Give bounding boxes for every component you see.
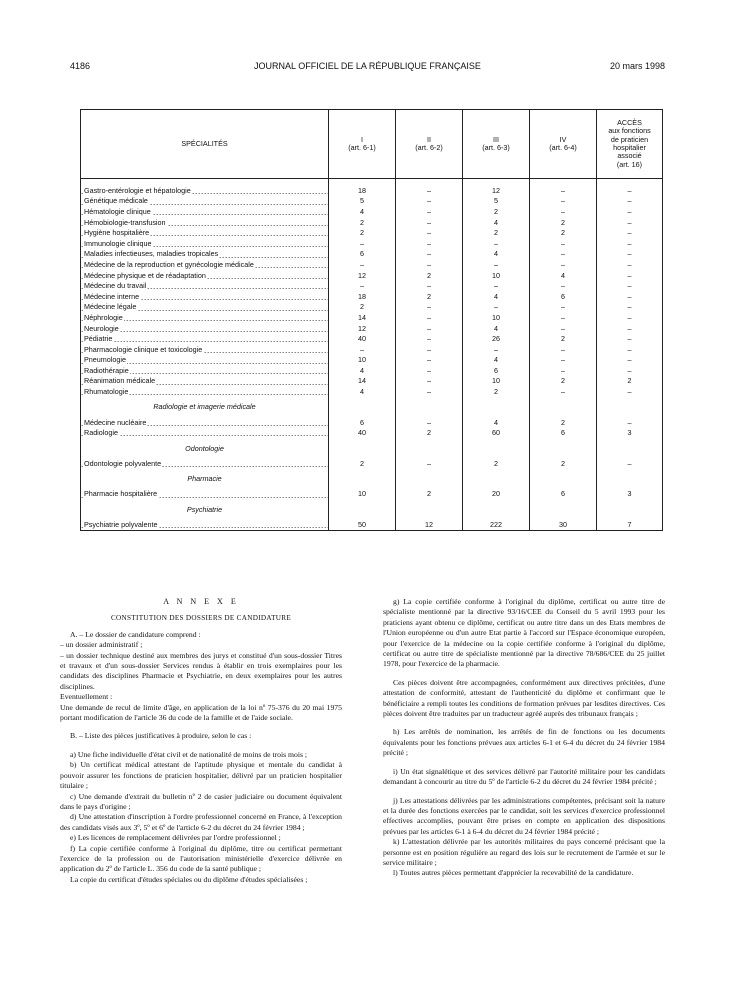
table-cell: 4	[463, 249, 530, 260]
table-cell: –	[396, 249, 463, 260]
table-cell: –	[396, 280, 463, 291]
section-label: Radiologie et imagerie médicale	[81, 397, 329, 417]
publication-date: 20 mars 1998	[609, 61, 665, 71]
table-cell: 2	[329, 227, 396, 238]
table-cell: –	[329, 344, 396, 355]
annex-left-text	[60, 630, 342, 885]
table-cell: 4	[463, 417, 530, 428]
table-cell: –	[396, 333, 463, 344]
paragraph: a) Une fiche individuelle d'état civil et de nationalité de moins de trois mois ;	[70, 749, 308, 759]
specialty-name: Psychiatrie polyvalente	[81, 519, 329, 530]
specialty-name: Hématologie clinique	[81, 206, 329, 217]
table-cell: –	[530, 323, 597, 334]
section-row	[81, 397, 663, 417]
table-cell: 2	[396, 427, 463, 438]
table-row	[81, 280, 663, 291]
paragraph: Une demande de recul de limite d'âge, en application de la loi nº 75-376 du 20 mai 1975 portant modification de l'article 36 du code de la famille et de l'aide sociale.	[60, 702, 342, 723]
paragraph: f) La copie certifiée conforme à l'original du diplôme, titre ou certificat permettant l'exercice de la profession ou de l'autorisation ministérielle d'exercice délivrée en application du 2º de l'article L. 356 du code de la santé publique ;	[60, 843, 342, 874]
annex-title: A N N E X E	[163, 597, 239, 606]
table-cell: –	[463, 280, 530, 291]
table-cell: 4	[463, 217, 530, 228]
table-cell: –	[396, 185, 463, 196]
table-body	[81, 179, 663, 531]
table-cell: –	[530, 302, 597, 313]
annex-right-column	[383, 597, 665, 879]
table-cell: 6	[329, 249, 396, 260]
table-cell: 2	[396, 270, 463, 281]
table-cell: –	[329, 238, 396, 249]
table-cell: –	[396, 376, 463, 387]
table-row	[81, 270, 663, 281]
table-row	[81, 185, 663, 196]
table-cell: 6	[463, 365, 530, 376]
table-cell: 10	[329, 355, 396, 366]
specialty-name: Médecine légale	[81, 302, 329, 313]
table-cell: –	[396, 196, 463, 207]
table-cell: –	[396, 217, 463, 228]
specialty-name: Neurologie	[81, 323, 329, 334]
specialty-name: Réanimation médicale	[81, 376, 329, 387]
table-cell: 12	[329, 270, 396, 281]
journal-title: JOURNAL OFFICIEL DE LA RÉPUBLIQUE FRANÇAISE	[254, 61, 481, 71]
column-header-5: ACCÈS aux fonctions de praticien hospitalier associé (art. 16)	[597, 110, 663, 179]
table-cell: –	[597, 206, 663, 217]
table-cell: 12	[463, 185, 530, 196]
section-label: Odontologie	[81, 438, 329, 458]
paragraph: – un dossier technique destiné aux membres des jurys et constitué d'un sous-dossier Titres et travaux et d'un sous-dossier Services rendus à établir en trois exemplaires pour les candidats des disciplines Pharmacie et Psychiatrie, en deux exemplaires pour les autres disciplines.	[60, 650, 342, 691]
table-cell: –	[597, 355, 663, 366]
table-cell: –	[530, 185, 597, 196]
paragraph: d) Une attestation d'inscription à l'ordre professionnel concerné en France, à l'exception des candidats visés aux 3º, 5º et 6º de l'article 6-2 du décret du 24 février 1984 ;	[60, 812, 342, 832]
table-row	[81, 249, 663, 260]
specialty-name: Pharmacie hospitalière	[81, 489, 329, 500]
table-cell: –	[329, 280, 396, 291]
section-row	[81, 438, 663, 458]
paragraph: j) Les attestations délivrées par les administrations compétentes, précisant soit la nature et la durée des fonctions exercées par le candidat, soit les services d'exercice professionnel effectives accomplies, pouvant être prises en compte en application des dispositions prévues par les articles 6-1 à 6-4 du décret du 24 février 1984 précité ;	[383, 795, 665, 836]
table-cell: 2	[329, 302, 396, 313]
section-label: Pharmacie	[81, 469, 329, 489]
table-cell: –	[597, 249, 663, 260]
page-header	[70, 61, 665, 73]
section-label: Psychiatrie	[81, 499, 329, 519]
table-cell: 2	[463, 206, 530, 217]
table-cell: 2	[396, 291, 463, 302]
specialty-name: Rhumatologie	[81, 386, 329, 397]
table-cell: 4	[329, 206, 396, 217]
table-cell: –	[597, 185, 663, 196]
specialty-name: Radiothérapie	[81, 365, 329, 376]
table-cell: –	[396, 238, 463, 249]
table-header-row	[81, 110, 663, 179]
paragraph: Eventuellement :	[60, 692, 113, 702]
table-cell: 2	[530, 217, 597, 228]
paragraph: A. – Le dossier de candidature comprend :	[70, 629, 201, 639]
table-row	[81, 206, 663, 217]
table-cell: 10	[463, 312, 530, 323]
table-cell: 12	[396, 519, 463, 530]
table-row	[81, 355, 663, 366]
table-row	[81, 427, 663, 438]
table-cell: 4	[463, 291, 530, 302]
column-header-2: II (art. 6-2)	[396, 110, 463, 179]
table-cell: 2	[329, 458, 396, 469]
table-cell: –	[597, 227, 663, 238]
table-cell: 40	[329, 427, 396, 438]
paragraph: Ces pièces doivent être accompagnées, conformément aux directives précitées, d'une attestation de conformité, attestant de l'authenticité du diplôme et confirmant que le bénéficiaire a rempli toutes les conditions de formation prévues par lesdites directives. Ces pièces doivent être traduites par un traducteur agréé auprès des tribunaux français ;	[383, 677, 665, 719]
specialty-name: Pédiatrie	[81, 333, 329, 344]
table-cell: 14	[329, 376, 396, 387]
table-cell: 10	[463, 270, 530, 281]
table-cell: 2	[463, 386, 530, 397]
table-cell: 2	[530, 458, 597, 469]
table-cell: –	[597, 333, 663, 344]
table-cell: 26	[463, 333, 530, 344]
specialty-name: Néphrologie	[81, 312, 329, 323]
table-cell: 60	[463, 427, 530, 438]
specialty-name: Maladies infectieuses, maladies tropicales	[81, 249, 329, 260]
table-cell: –	[530, 259, 597, 270]
table-cell: –	[597, 259, 663, 270]
table-row	[81, 196, 663, 207]
page-number: 4186	[70, 61, 91, 71]
table-row	[81, 365, 663, 376]
paragraph: k) L'attestation délivrée par les autorités militaires du pays concerné précisant que la personne est en position régulière au regard des lois sur le recrutement de l'armée et sur le service militaire ;	[383, 837, 665, 867]
table-cell: –	[396, 323, 463, 334]
annex-left-column	[60, 597, 342, 885]
column-header-1: I (art. 6-1)	[329, 110, 396, 179]
table-row	[81, 333, 663, 344]
table-cell: –	[597, 312, 663, 323]
table-row	[81, 323, 663, 334]
table-cell: 2	[396, 489, 463, 500]
table-cell: 6	[530, 489, 597, 500]
table-cell: –	[463, 302, 530, 313]
table-cell: –	[530, 365, 597, 376]
paragraph: h) Les arrêtés de nomination, les arrêtés de fin de fonctions ou les documents équivalents pour les fonctions prévues aux articles 6-1 et 6-4 du décret du 24 février 1984 précité ;	[383, 727, 665, 758]
table-cell: –	[597, 291, 663, 302]
table-row	[81, 344, 663, 355]
table-cell: –	[597, 417, 663, 428]
table-cell: 2	[530, 333, 597, 344]
specialties-table	[80, 109, 663, 531]
table-cell: 6	[329, 417, 396, 428]
table-cell: 18	[329, 185, 396, 196]
table-cell: 6	[530, 427, 597, 438]
table-row	[81, 519, 663, 530]
table-cell: –	[396, 259, 463, 270]
section-row	[81, 469, 663, 489]
table-cell: 2	[463, 227, 530, 238]
table-cell: –	[530, 280, 597, 291]
specialty-name: Médecine nucléaire	[81, 417, 329, 428]
table-row	[81, 489, 663, 500]
table-row	[81, 238, 663, 249]
specialty-name: Hémobiologie-transfusion	[81, 217, 329, 228]
table-cell: 2	[329, 217, 396, 228]
table-cell: 12	[329, 323, 396, 334]
section-row	[81, 499, 663, 519]
table-cell: 7	[597, 519, 663, 530]
table-row	[81, 291, 663, 302]
table-cell: –	[396, 302, 463, 313]
table-cell: –	[396, 227, 463, 238]
table-cell: 10	[329, 489, 396, 500]
table-cell: –	[530, 238, 597, 249]
table-cell: 2	[597, 376, 663, 387]
table-cell: –	[530, 344, 597, 355]
table-row	[81, 259, 663, 270]
paragraph: c) Une demande d'extrait du bulletin nº 2 de casier judiciaire ou document équivalent dans le pays d'origine ;	[60, 791, 342, 811]
specialty-name: Pneumologie	[81, 355, 329, 366]
table-cell: –	[530, 312, 597, 323]
table-cell: –	[597, 270, 663, 281]
table-row	[81, 386, 663, 397]
table-cell: –	[597, 458, 663, 469]
specialty-name: Odontologie polyvalente	[81, 458, 329, 469]
table-cell: –	[463, 238, 530, 249]
table-cell: 4	[463, 355, 530, 366]
table-row	[81, 417, 663, 428]
table-cell: 2	[530, 417, 597, 428]
annex-subtitle: CONSTITUTION DES DOSSIERS DE CANDIDATURE	[110, 614, 292, 623]
table-cell: –	[597, 196, 663, 207]
table-cell: –	[396, 344, 463, 355]
paragraph: – un dossier administratif ;	[60, 640, 143, 650]
table-row	[81, 217, 663, 228]
specialty-name: Hygiène hospitalière	[81, 227, 329, 238]
table-cell: 5	[329, 196, 396, 207]
table-cell: 20	[463, 489, 530, 500]
table-row	[81, 227, 663, 238]
table-cell: 3	[597, 489, 663, 500]
table-cell: –	[396, 417, 463, 428]
table-cell: –	[597, 280, 663, 291]
column-header-specialites: SPÉCIALITÉS	[81, 110, 329, 179]
table-row	[81, 376, 663, 387]
table-cell: 5	[463, 196, 530, 207]
table-cell: 222	[463, 519, 530, 530]
table-cell: 2	[530, 227, 597, 238]
table-cell: 4	[329, 365, 396, 376]
table-cell: –	[396, 355, 463, 366]
table-cell: –	[597, 238, 663, 249]
column-header-3: III (art. 6-3)	[463, 110, 530, 179]
specialty-name: Médecine du travail	[81, 280, 329, 291]
table-cell: –	[530, 386, 597, 397]
table-cell: 10	[463, 376, 530, 387]
annex-right-text	[383, 597, 665, 879]
specialty-name: Gastro-entérologie et hépatologie	[81, 185, 329, 196]
table-cell: –	[597, 344, 663, 355]
table-cell: 14	[329, 312, 396, 323]
table-row	[81, 312, 663, 323]
specialty-name: Immunologie clinique	[81, 238, 329, 249]
table-cell: –	[396, 206, 463, 217]
table-cell: 2	[463, 458, 530, 469]
table-cell: 40	[329, 333, 396, 344]
paragraph: b) Un certificat médical attestant de l'aptitude physique et mentale du candidat à pouvoir assurer les fonctions de praticien hospitalier, délivré par un praticien hospitalier titulaire ;	[60, 760, 342, 791]
table-row	[81, 302, 663, 313]
paragraph: La copie du certificat d'études spéciales ou du diplôme d'études spécialisées ;	[70, 874, 308, 884]
table-cell: –	[597, 302, 663, 313]
table-cell: –	[396, 386, 463, 397]
specialty-name: Pharmacologie clinique et toxicologie	[81, 344, 329, 355]
table-cell: –	[530, 206, 597, 217]
specialty-name: Médecine de la reproduction et gynécologie médicale	[81, 259, 329, 270]
table-cell: –	[530, 355, 597, 366]
paragraph: g) La copie certifiée conforme à l'original du diplôme, certificat ou autre titre de spécialiste mentionné par la directive 93/16/CEE du Conseil du 5 avril 1993 pour les praticiens ayant obtenu ce diplôme, certificat ou autre titre dans un des Etats membres de l'Union européenne ou d'un autre Etat partie à l'accord sur l'Espace économique européen, pour l'exercice de la médecine ou la copie certifiée conforme à l'original du diplôme, certificat ou autre titre de spécialiste mentionné par la directive 78/686/CEE du 25 juillet 1978, pour l'exercice de la pharmacie.	[383, 597, 665, 669]
table-cell: –	[597, 217, 663, 228]
specialty-name: Médecine physique et de réadaptation	[81, 270, 329, 281]
table-cell: –	[530, 249, 597, 260]
table-cell: –	[329, 259, 396, 270]
table-cell: 30	[530, 519, 597, 530]
paragraph: l) Toutes autres pièces permettant d'apprécier la recevabilité de la candidature.	[393, 868, 634, 878]
specialty-name: Radiologie	[81, 427, 329, 438]
table-cell: –	[597, 323, 663, 334]
table-cell: 4	[329, 386, 396, 397]
table-cell: 2	[530, 376, 597, 387]
specialty-name: Médecine interne	[81, 291, 329, 302]
paragraph: B. – Liste des pièces justificatives à produire, selon le cas :	[70, 731, 252, 741]
paragraph: i) Un état signalétique et des services délivré par l'autorité militaire pour les candidats demandant à concourir au titre du 5º de l'article 6-2 du décret du 24 février 1984 précité ;	[383, 766, 665, 787]
table-cell: 18	[329, 291, 396, 302]
paragraph: e) Les licences de remplacement délivrées par l'ordre professionnel ;	[70, 833, 281, 843]
table-cell: –	[597, 365, 663, 376]
table-cell: –	[396, 458, 463, 469]
table-cell: –	[463, 344, 530, 355]
table-cell: 4	[530, 270, 597, 281]
table-cell: –	[396, 365, 463, 376]
table-cell: 4	[463, 323, 530, 334]
specialty-name: Génétique médicale	[81, 196, 329, 207]
table-cell: –	[396, 312, 463, 323]
table-cell: –	[530, 196, 597, 207]
table-row	[81, 458, 663, 469]
column-header-4: IV (art. 6-4)	[530, 110, 597, 179]
table-cell: 6	[530, 291, 597, 302]
table-cell: 3	[597, 427, 663, 438]
table-cell: –	[463, 259, 530, 270]
table-cell: –	[597, 386, 663, 397]
table-cell: 50	[329, 519, 396, 530]
